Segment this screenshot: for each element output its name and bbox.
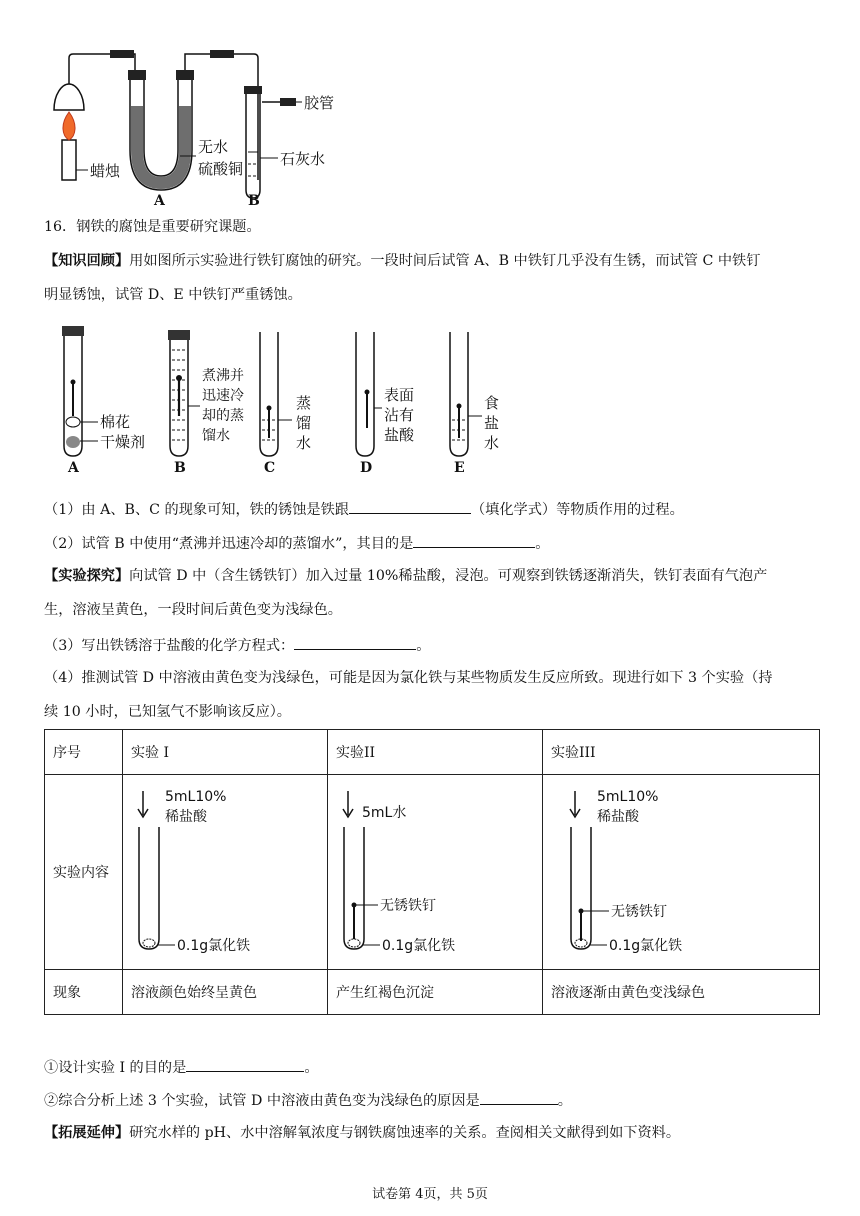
question-4-line-2: 续 10 小时，已知氢气不影响该反应）。 [44,704,291,720]
exp-3-reagent-2: 稀盐酸 [597,809,639,825]
answer-blank-4[interactable] [186,1056,304,1072]
label-copper-sulfate: 硫酸铜 [198,160,244,178]
exp-2-nail-label: 无锈铁钉 [380,898,436,914]
recall-tag: 【知识回顾】 [44,253,130,269]
caption-tube-a: A [68,460,79,476]
question-2-tail: 。 [535,536,550,552]
question-1 [44,498,684,520]
row-label-phenomenon: 现象 [45,970,123,1015]
explore-text-1: 向试管 D 中（含生锈铁钉）加入过量 10%稀盐酸，浸泡。可观察到铁锈逐渐消失，铁钉表面有气泡产 [129,568,768,584]
recall-paragraph-line-1 [44,251,760,271]
label-hcl-2: 沾有 [384,406,415,424]
exp-1-bottom-label: 0.1g氯化铁 [177,938,251,954]
label-distilled-1: 蒸 [296,394,312,412]
exp-1-diagram-cell [123,775,328,970]
recall-text-1: 用如图所示实验进行铁钉腐蚀的研究。一段时间后试管 A、B 中铁钉几乎没有生锈，而试管 C 中铁钉 [129,253,761,269]
exp-3-diagram-cell [543,775,820,970]
label-hcl-3: 盐酸 [384,426,415,444]
caption-b: B [248,193,260,209]
recall-paragraph-line-2: 明显锈蚀，试管 D、E 中铁钉严重锈蚀。 [44,287,302,303]
label-anhydrous: 无水 [198,138,229,156]
extension-paragraph [44,1123,680,1143]
question-1-tail: （填化学式）等物质作用的过程。 [470,502,684,518]
table-phenomenon-row [45,970,820,1015]
label-rubber-tube: 胶管 [304,94,335,112]
label-brine-2: 盐 [484,414,500,432]
label-cotton: 棉花 [100,413,131,431]
label-distilled-3: 水 [296,434,312,452]
table-header-row [45,730,820,775]
flame-icon [63,112,75,140]
answer-blank-2[interactable] [413,532,535,548]
question-3-text: （3）写出铁锈溶于盐酸的化学方程式： [44,638,295,654]
phenomenon-exp-3: 溶液逐渐由黄色变浅绿色 [543,970,820,1015]
label-hcl-1: 表面 [384,386,415,404]
header-exp-2: 实验II [328,730,543,775]
caption-a: A [154,193,165,209]
question-2-text: （2）试管 B 中使用“煮沸并迅速冷却的蒸馏水”，其目的是 [44,536,414,552]
explore-tag: 【实验探究】 [44,568,130,584]
header-index: 序号 [45,730,123,775]
sub-question-2-text: ②综合分析上述 3 个实验，试管 D 中溶液由黄色变为浅绿色的原因是 [44,1093,480,1109]
row-label-content: 实验内容 [45,775,123,970]
exp-2-bottom-label: 0.1g氯化铁 [382,938,456,954]
question-3 [44,634,430,656]
question-1-text: （1）由 A、B、C 的现象可知，铁的锈蚀是铁跟 [44,502,349,518]
exp-3-bottom-label: 0.1g氯化铁 [609,938,683,954]
page-footer: 试卷第 4页，共 5页 [372,1187,488,1202]
answer-blank-5[interactable] [480,1089,558,1105]
question-3-tail: 。 [416,638,431,654]
caption-tube-d: D [360,460,373,476]
label-candle: 蜡烛 [90,162,121,180]
label-distilled-2: 馏 [296,414,312,432]
exp-1-reagent-2: 稀盐酸 [165,809,207,825]
header-exp-1: 实验 I [123,730,328,775]
sub-question-2 [44,1089,572,1111]
extension-text: 研究水样的 pH、水中溶解氧浓度与钢铁腐蚀速率的关系。查阅相关文献得到如下资料。 [129,1125,681,1141]
question-16-intro: 16．钢铁的腐蚀是重要研究课题。 [44,219,261,235]
experiment-table [44,729,820,1015]
explore-paragraph-line-2: 生，溶液呈黄色，一段时间后黄色变为浅绿色。 [44,602,342,618]
label-desiccant: 干燥剂 [100,433,146,451]
exp-3-nail-label: 无锈铁钉 [611,904,667,920]
sub-question-2-tail: 。 [557,1093,572,1109]
label-boiled-2: 迅速冷 [202,388,244,404]
caption-tube-c: C [264,460,276,476]
sub-question-1-text: ①设计实验 I 的目的是 [44,1060,187,1076]
label-boiled-1: 煮沸并 [202,368,244,384]
table-content-row [45,775,820,970]
header-exp-3: 实验III [543,730,820,775]
phenomenon-exp-1: 溶液颜色始终呈黄色 [123,970,328,1015]
question-4-line-1: （4）推测试管 D 中溶液由黄色变为浅绿色，可能是因为氯化铁与某些物质发生反应所致。现进行如下 3 个实验（持 [44,670,773,686]
sub-question-1 [44,1056,319,1078]
label-limewater: 石灰水 [280,150,326,168]
funnel [54,84,84,110]
label-brine-3: 水 [484,434,500,452]
exp-2-reagent: 5mL水 [362,805,407,821]
sub-question-1-tail: 。 [304,1060,319,1076]
label-brine-1: 食 [484,394,500,412]
exp-1-test-tube [139,827,159,949]
answer-blank-3[interactable] [294,634,416,650]
combustion-apparatus-figure [40,40,370,212]
label-boiled-3: 却的蒸 [202,408,244,424]
answer-blank-1[interactable] [349,498,471,514]
test-tube-d [356,332,374,456]
exp-2-diagram-cell [328,775,543,970]
caption-tube-b: B [174,460,186,476]
exp-3-reagent-1: 5mL10% [597,789,659,805]
test-tubes-figure [40,320,520,480]
question-2 [44,532,550,554]
label-boiled-4: 馏水 [202,428,230,444]
explore-paragraph-line-1 [44,566,767,586]
exp-1-reagent-1: 5mL10% [165,789,227,805]
candle [62,140,76,180]
caption-tube-e: E [454,460,465,476]
extension-tag: 【拓展延伸】 [44,1125,130,1141]
phenomenon-exp-2: 产生红褐色沉淀 [328,970,543,1015]
